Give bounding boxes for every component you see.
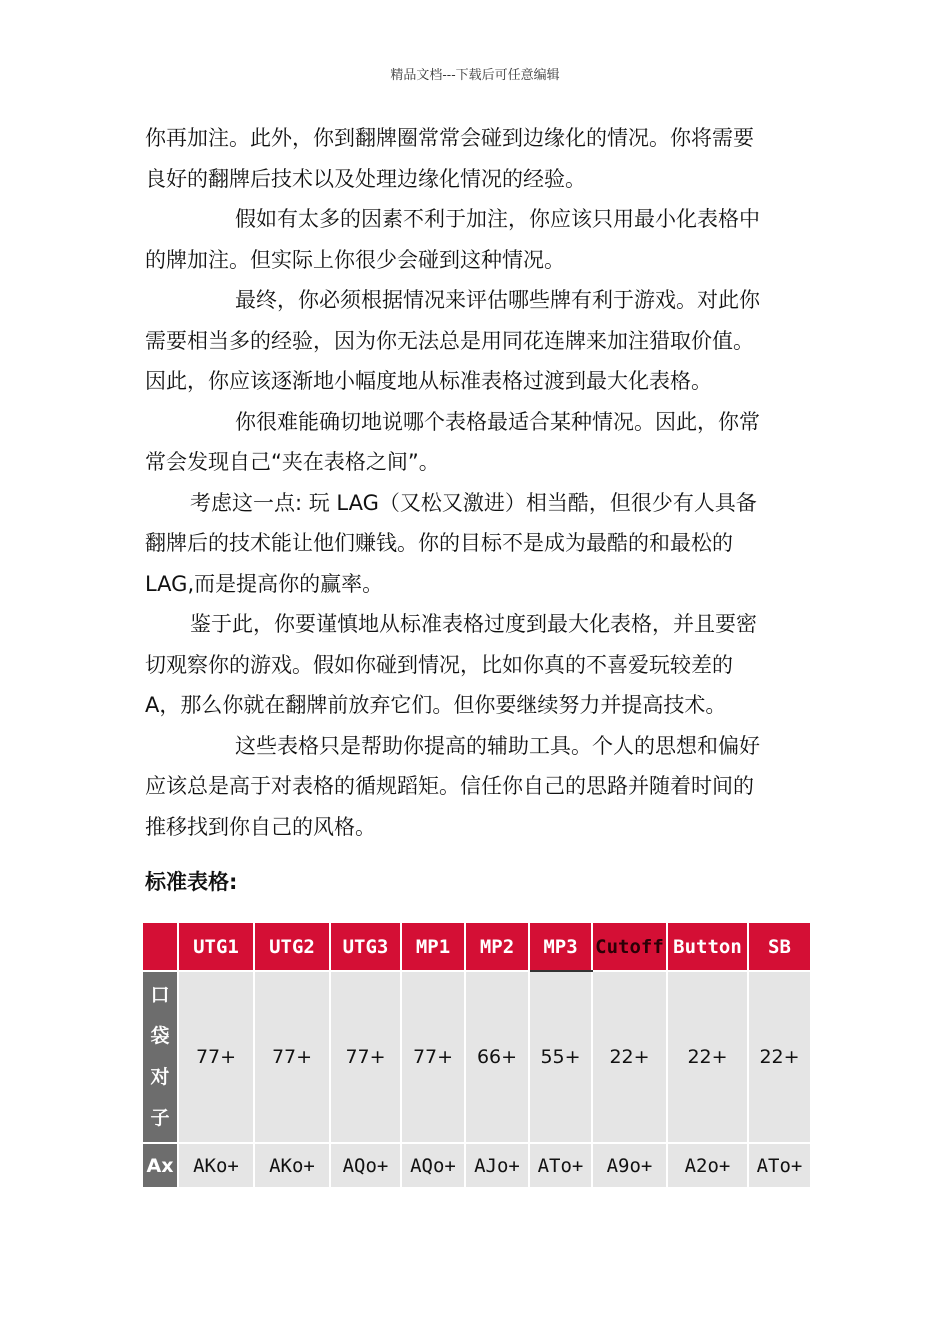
table-cell: ATo+	[748, 1143, 811, 1188]
paragraph-line: 考虑这一点: 玩 LAG（又松又激进）相当酷，但很少有人具备	[190, 490, 757, 515]
row-label-char: 对	[150, 1066, 170, 1088]
table-cell: AKo+	[254, 1143, 330, 1188]
paragraph-line: LAG,而是提高你的赢率。	[145, 571, 384, 596]
paragraph-line: 良好的翻牌后技术以及处理边缘化情况的经验。	[145, 166, 586, 191]
body-text	[145, 118, 805, 847]
column-header-cutoff: Cutoff	[592, 922, 667, 971]
paragraph-line: 鉴于此，你要谨慎地从标准表格过度到最大化表格，并且要密	[190, 612, 757, 636]
table-cell: 22+	[748, 971, 811, 1143]
section-title: 标准表格:	[145, 870, 238, 894]
paragraph-line: 最终，你必须根据情况来评估哪些牌有利于游戏。对此你	[235, 288, 760, 312]
table-cell: 77+	[178, 971, 254, 1143]
row-label-ax: Ax	[142, 1143, 178, 1188]
paragraph-line: 翻牌后的技术能让他们赚钱。你的目标不是成为最酷的和最松的	[145, 531, 733, 555]
paragraph-line: 的牌加注。但实际上你很少会碰到这种情况。	[145, 247, 565, 272]
table-cell: AKo+	[178, 1143, 254, 1188]
paragraph-line: 因此，你应该逐渐地小幅度地从标准表格过渡到最大化表格。	[145, 369, 712, 393]
row-label-char: 子	[150, 1107, 170, 1129]
paragraph-line: 你再加注。此外，你到翻牌圈常常会碰到边缘化的情况。你将需要	[145, 126, 754, 150]
table-cell: AQo+	[330, 1143, 401, 1188]
table-corner-cell	[142, 922, 178, 971]
starting-hands-table	[141, 921, 812, 1189]
table-cell: 66+	[465, 971, 529, 1143]
paragraph-line: 应该总是高于对表格的循规蹈矩。信任你自己的思路并随着时间的	[145, 774, 754, 798]
paragraph-line: 推移找到你自己的风格。	[145, 814, 376, 839]
table-cell: 77+	[330, 971, 401, 1143]
table-cell: 22+	[667, 971, 748, 1143]
table-cell: ATo+	[529, 1143, 592, 1188]
row-label-char: 袋	[150, 1025, 170, 1047]
column-header-utg1: UTG1	[178, 922, 254, 971]
table-cell: AJo+	[465, 1143, 529, 1188]
paragraph-line: A，那么你就在翻牌前放弃它们。但你要继续努力并提高技术。	[145, 693, 727, 717]
table-row-pocket-pairs	[142, 971, 811, 1143]
paragraph-line: 这些表格只是帮助你提高的辅助工具。个人的思想和偏好	[235, 733, 760, 758]
column-header-mp2: MP2	[465, 922, 529, 971]
column-header-utg3: UTG3	[330, 922, 401, 971]
column-header-mp1: MP1	[401, 922, 465, 971]
column-header-button: Button	[667, 922, 748, 971]
table-cell: 22+	[592, 971, 667, 1143]
table-cell: 55+	[529, 971, 592, 1143]
paragraph-line: 假如有太多的因素不利于加注，你应该只用最小化表格中	[235, 207, 760, 231]
table-cell: A2o+	[667, 1143, 748, 1188]
table-cell: A9o+	[592, 1143, 667, 1188]
table-cell: 77+	[401, 971, 465, 1143]
table-header-row	[142, 922, 811, 971]
page-header: 精品文档---下载后可任意编辑	[390, 68, 560, 83]
row-label-char: 口	[150, 984, 170, 1006]
paragraph-line: 需要相当多的经验，因为你无法总是用同花连牌来加注猎取价值。	[145, 328, 754, 353]
column-header-mp3: MP3	[529, 922, 592, 971]
paragraph-line: 切观察你的游戏。假如你碰到情况，比如你真的不喜爱玩较差的	[145, 652, 733, 677]
column-header-sb: SB	[748, 922, 811, 971]
table-cell: 77+	[254, 971, 330, 1143]
table-row-ax	[142, 1143, 811, 1188]
table-cell: AQo+	[401, 1143, 465, 1188]
row-label-pocket-pairs	[142, 971, 178, 1143]
column-header-utg2: UTG2	[254, 922, 330, 971]
paragraph-line: 你很难能确切地说哪个表格最适合某种情况。因此，你常	[235, 409, 760, 434]
paragraph-line: 常会发现自己“夹在表格之间”。	[145, 450, 440, 474]
